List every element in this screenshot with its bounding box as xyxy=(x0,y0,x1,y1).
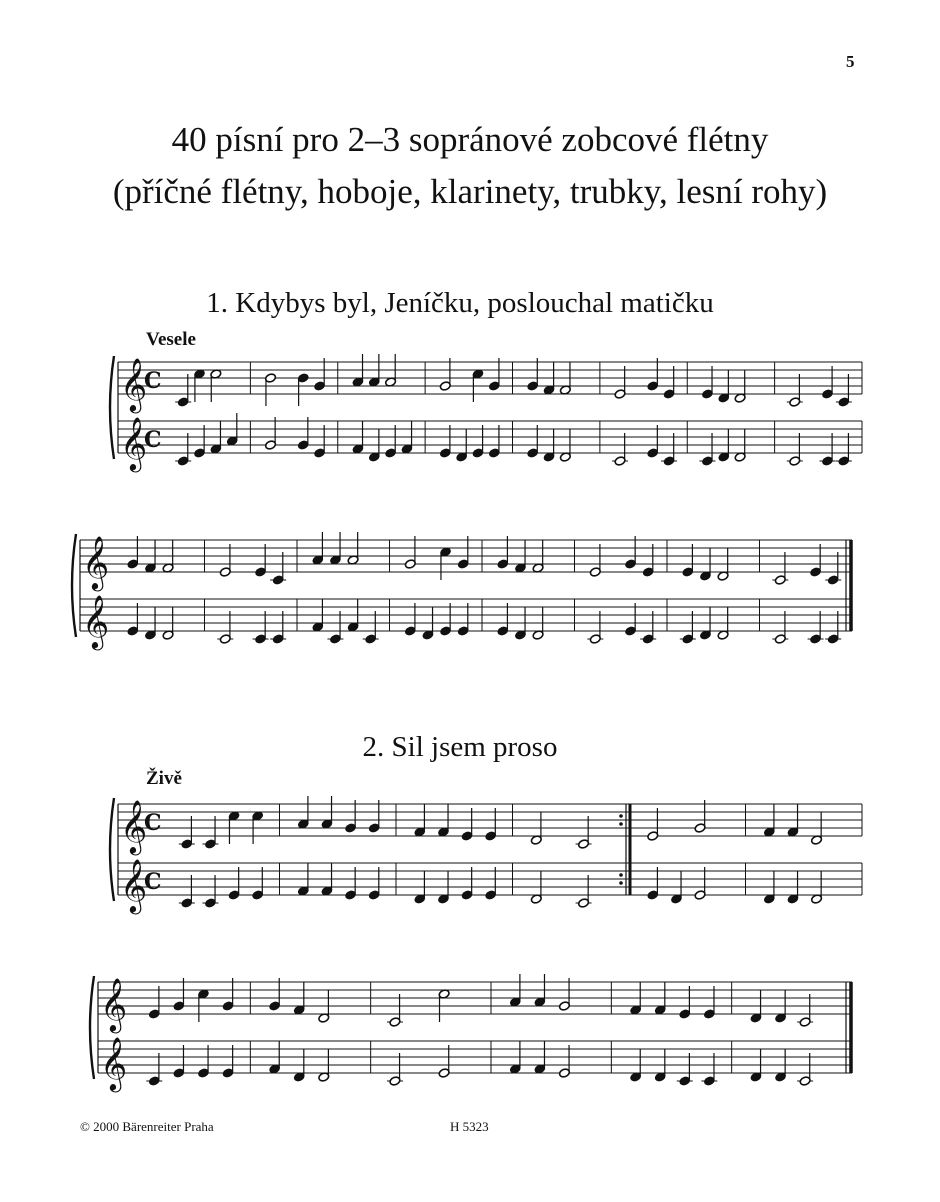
note xyxy=(797,1053,813,1086)
note xyxy=(625,536,637,569)
note xyxy=(173,1045,185,1078)
staff-upper xyxy=(98,982,852,1014)
note xyxy=(179,875,195,908)
song-2-system-2 xyxy=(0,960,940,1090)
note xyxy=(144,540,156,573)
note xyxy=(825,611,841,644)
collection-title: 40 písní pro 2–3 sopránové zobcové flétny xyxy=(171,120,769,159)
note xyxy=(148,986,160,1019)
note xyxy=(439,358,451,391)
note xyxy=(368,800,380,833)
system-brace xyxy=(90,976,94,1079)
note xyxy=(534,1041,546,1074)
time-signature: C xyxy=(144,368,162,394)
note xyxy=(387,994,403,1027)
note xyxy=(439,425,451,458)
treble-clef-icon: 𝄞 xyxy=(100,977,128,1031)
note xyxy=(270,552,286,585)
note xyxy=(269,978,281,1011)
note xyxy=(144,607,156,640)
note xyxy=(699,607,711,640)
copyright-notice: © 2000 Bärenreiter Praha xyxy=(80,1119,214,1134)
note xyxy=(437,871,449,904)
note xyxy=(485,808,497,841)
note xyxy=(497,603,509,636)
note xyxy=(404,536,416,569)
note xyxy=(173,978,185,1011)
note xyxy=(763,871,775,904)
note xyxy=(647,808,659,841)
note xyxy=(811,871,823,904)
note xyxy=(680,611,696,644)
note xyxy=(614,366,626,399)
note xyxy=(352,421,364,454)
treble-clef-icon: 𝄞 xyxy=(82,535,110,589)
note xyxy=(228,811,240,844)
note xyxy=(647,867,659,900)
note xyxy=(750,1049,762,1082)
note xyxy=(472,425,484,458)
note xyxy=(345,867,357,900)
note xyxy=(312,532,324,565)
note xyxy=(293,982,305,1015)
note xyxy=(197,1045,209,1078)
staff-lower xyxy=(80,599,852,631)
note xyxy=(543,362,555,395)
note xyxy=(772,552,788,585)
note xyxy=(265,373,277,406)
note xyxy=(217,611,233,644)
note xyxy=(457,603,469,636)
note xyxy=(146,1053,162,1086)
note xyxy=(368,354,380,387)
note xyxy=(509,974,521,1007)
note xyxy=(576,816,592,849)
note xyxy=(368,867,380,900)
note xyxy=(127,603,139,636)
note xyxy=(819,433,835,466)
note xyxy=(255,544,267,577)
note xyxy=(347,532,359,565)
note xyxy=(694,800,706,833)
note xyxy=(202,875,218,908)
note xyxy=(718,429,730,462)
note xyxy=(312,599,324,632)
note xyxy=(679,986,691,1019)
note xyxy=(703,986,715,1019)
note xyxy=(297,863,309,896)
note xyxy=(527,425,539,458)
note xyxy=(385,425,397,458)
note xyxy=(787,804,799,837)
note xyxy=(808,611,824,644)
note xyxy=(642,544,654,577)
note xyxy=(385,354,397,387)
note xyxy=(404,603,416,636)
note xyxy=(559,429,571,462)
catalog-number: H 5323 xyxy=(450,1119,489,1134)
treble-clef-icon: 𝄞 xyxy=(82,594,110,648)
note xyxy=(162,540,174,573)
repeat-dot xyxy=(619,881,623,885)
song-2-title: 2. Sil jsem proso xyxy=(362,731,558,763)
note xyxy=(654,1049,666,1082)
note xyxy=(661,433,677,466)
note xyxy=(422,607,434,640)
note xyxy=(352,354,364,387)
note xyxy=(514,607,526,640)
repeat-dot xyxy=(619,814,623,818)
collection-subtitle: (příčné flétny, hoboje, klarinety, trubky, lesní rohy) xyxy=(112,172,828,211)
note xyxy=(327,611,343,644)
note xyxy=(625,603,637,636)
note xyxy=(318,990,330,1023)
note xyxy=(787,374,803,407)
note xyxy=(461,867,473,900)
note xyxy=(127,536,139,569)
note xyxy=(532,607,544,640)
note xyxy=(527,358,539,391)
note xyxy=(194,369,206,402)
note xyxy=(532,540,544,573)
treble-clef-icon: 𝄞 xyxy=(120,357,148,411)
note xyxy=(701,366,713,399)
note xyxy=(717,548,729,581)
note xyxy=(682,544,694,577)
treble-clef-icon: 𝄞 xyxy=(120,858,148,912)
treble-clef-icon: 𝄞 xyxy=(120,416,148,470)
note xyxy=(297,417,309,450)
note xyxy=(587,611,603,644)
note xyxy=(293,1049,305,1082)
song-1-title: 1. Kdybys byl, Jeníčku, poslouchal matičku xyxy=(206,287,714,319)
note xyxy=(534,974,546,1007)
note xyxy=(401,421,413,454)
note xyxy=(197,989,209,1022)
note xyxy=(438,1045,450,1078)
time-signature: C xyxy=(144,427,162,453)
note xyxy=(530,812,542,845)
note xyxy=(488,425,500,458)
note xyxy=(530,871,542,904)
repeat-dot xyxy=(619,873,623,877)
note xyxy=(219,544,231,577)
note xyxy=(321,796,333,829)
note xyxy=(734,429,746,462)
note xyxy=(222,1045,234,1078)
note xyxy=(558,1045,570,1078)
note xyxy=(210,421,222,454)
treble-clef-icon: 𝄞 xyxy=(120,799,148,853)
note xyxy=(763,804,775,837)
note xyxy=(472,369,484,402)
note xyxy=(368,429,380,462)
note xyxy=(252,867,264,900)
note xyxy=(811,812,823,845)
note xyxy=(321,863,333,896)
system-brace xyxy=(72,534,76,637)
note xyxy=(576,875,592,908)
note xyxy=(438,989,450,1022)
note xyxy=(509,1041,521,1074)
note xyxy=(775,1049,787,1082)
note xyxy=(253,611,269,644)
song-1-system-1 xyxy=(0,340,940,470)
staff-lower xyxy=(118,863,862,895)
note xyxy=(543,429,555,462)
staff-upper xyxy=(80,540,852,572)
note xyxy=(414,804,426,837)
note xyxy=(772,611,788,644)
note xyxy=(457,536,469,569)
page-number: 5 xyxy=(846,52,855,71)
note xyxy=(297,373,309,406)
note xyxy=(265,417,277,450)
note xyxy=(314,425,326,458)
note xyxy=(488,358,500,391)
note xyxy=(179,816,195,849)
note xyxy=(797,994,813,1027)
note xyxy=(663,366,675,399)
note xyxy=(297,796,309,829)
note xyxy=(269,1041,281,1074)
system-brace xyxy=(110,356,114,459)
treble-clef-icon: 𝄞 xyxy=(100,1036,128,1090)
note xyxy=(440,603,452,636)
note xyxy=(775,990,787,1023)
note xyxy=(630,1049,642,1082)
note xyxy=(694,867,706,900)
note xyxy=(318,1049,330,1082)
note xyxy=(226,413,238,446)
note xyxy=(347,599,359,632)
note xyxy=(810,544,822,577)
note xyxy=(222,978,234,1011)
note xyxy=(670,871,682,904)
note xyxy=(270,611,286,644)
note xyxy=(701,1053,717,1086)
note xyxy=(677,1053,693,1086)
note xyxy=(821,366,833,399)
note xyxy=(836,374,852,407)
note xyxy=(456,429,468,462)
note xyxy=(194,425,206,458)
time-signature: C xyxy=(144,869,162,895)
note xyxy=(787,871,799,904)
note xyxy=(329,532,341,565)
note xyxy=(559,362,571,395)
note xyxy=(640,611,656,644)
note xyxy=(162,607,174,640)
note xyxy=(440,547,452,580)
note xyxy=(514,540,526,573)
note xyxy=(654,982,666,1015)
note xyxy=(345,800,357,833)
note xyxy=(787,433,803,466)
note xyxy=(612,433,628,466)
note xyxy=(387,1053,403,1086)
system-brace xyxy=(110,798,114,901)
note xyxy=(202,816,218,849)
note xyxy=(825,552,841,585)
note xyxy=(717,607,729,640)
note xyxy=(647,425,659,458)
note xyxy=(314,358,326,391)
song-2-system-1 xyxy=(0,782,940,912)
note xyxy=(589,544,601,577)
note xyxy=(485,867,497,900)
note xyxy=(718,370,730,403)
note xyxy=(252,811,264,844)
time-signature: C xyxy=(144,810,162,836)
note xyxy=(497,536,509,569)
note xyxy=(228,867,240,900)
staff-lower xyxy=(98,1041,852,1073)
note xyxy=(647,358,659,391)
song-1-tempo: Vesele xyxy=(146,329,196,350)
note xyxy=(175,374,191,407)
note xyxy=(461,808,473,841)
note xyxy=(750,990,762,1023)
note xyxy=(437,804,449,837)
note xyxy=(210,369,222,402)
note xyxy=(699,433,715,466)
note xyxy=(630,982,642,1015)
note xyxy=(175,433,191,466)
staff-lower xyxy=(118,421,862,453)
note xyxy=(558,978,570,1011)
repeat-dot xyxy=(619,822,623,826)
note xyxy=(363,611,379,644)
song-2-tempo: Živě xyxy=(146,768,182,789)
note xyxy=(836,433,852,466)
note xyxy=(414,871,426,904)
note xyxy=(734,370,746,403)
song-1-system-2 xyxy=(0,518,940,648)
note xyxy=(699,548,711,581)
